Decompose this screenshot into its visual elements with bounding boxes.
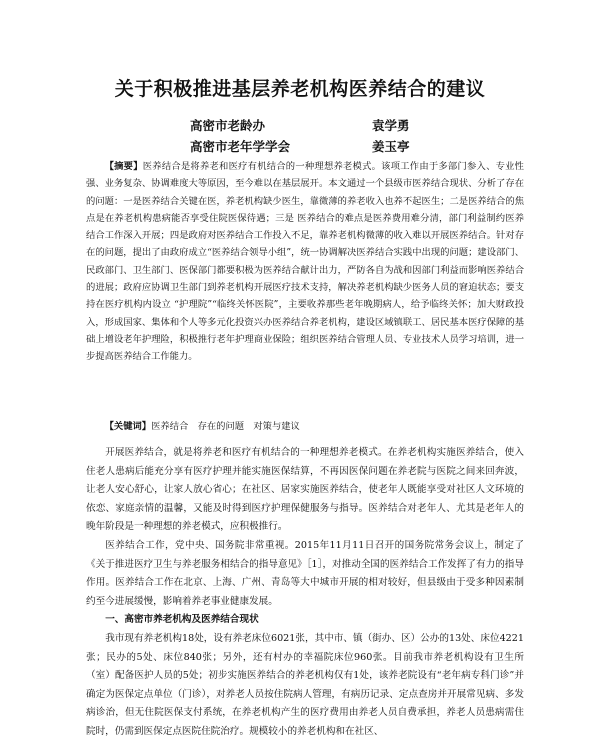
section-heading: 一、高密市养老机构及医养结合现状: [105, 614, 259, 626]
abstract-label: 【摘要】: [104, 161, 143, 172]
body-text: [86, 444, 524, 742]
body-paragraph: 开展医养结合，就是将养老和医疗有机结合的一种理想养老模式。在养老机构实施医养结合，使入住老人患病后能充分享有医疗护理并能实施医保结算，不再因医保问题在养老院与医院之间来回奔波，让老人安心舒心，让家人放心省心；在社区、居家实施医养结合，使老年人既能享受对社区人文环境的依恋、家庭亲情的温馨，又能及时得到医疗护理保健服务与指导。医养结合对老年人、尤其是老年人的晚年阶段是一种理想的养老模式，应积极推行。: [86, 447, 524, 533]
keywords-text: 医养结合 存在的问题 对策与建议: [151, 421, 300, 432]
abstract: [86, 158, 524, 366]
body-paragraph: 医养结合工作，党中央、国务院非常重视。2015年11月11日召开的国务院常务会议上，制定了《关于推进医疗卫生与养老服务相结合的指导意见》［1］，对推动全国的医养结合工作发挥了有力的指导作用。医养结合工作在北京、上海、广州、青岛等大中城市开展的相对较好，但县级由于受多种因素制约至今进展缓慢，影响着养老事业健康发展。: [86, 539, 524, 607]
abstract-text: 医养结合是将养老和医疗有机结合的一种理想养老模式。该项工作由于多部门参入、专业性强、业务复杂、协调难度大等原因，至今难以在基层展开。本文通过一个县级市医养结合现状、分析了存在的问题：一是医养结合关键在医，养老机构缺少医生，靠微薄的养老收入也养不起医生；二是医养结合的焦点是在养老机构患病能否享受住院医保待遇；三是 医养结合的难点是医养费用难分清，部门利益制约医养结合工作深入开展；四是政府对医养结合工作投入不足，靠养老机构微薄的收入难以开展医养结合。针对存在的问题，提出了由政府成立“医养结合领导小组”，统一协调解决医养结合实践中出现的问题；建设部门、民政部门、卫生部门、医保部门都要积极为医养结合献计出力，严防各自为战和因部门利益而影响医养结合的进展；政府应协调卫生部门到养老机构开展医疗技术支持，解决养老机构缺少医务人员的窘迫状态；要支持在医疗机构内设立 “护理院”“临终关怀医院”，主要收养那些老年晚期病人，给予临终关怀；加大财政投入，形成国家、集体和个人等多元化投资兴办医养结合养老机构，建设区域镇联工、居民基本医疗保障的基础上增设老年护理险，积极推行老年护理商业保险；组织医养结合管理人员、专业技术人员学习培训，进一步提高医养结合工作能力。: [86, 161, 524, 363]
author-name: 姜玉亭: [372, 139, 410, 154]
author-affiliation: 高密市老年学学会: [190, 139, 291, 154]
author-affiliation: 高密市老龄办: [190, 118, 266, 133]
keywords-label: 【关键词】: [104, 421, 152, 432]
paper-title: 关于积极推进基层养老机构医养结合的建议: [114, 78, 486, 100]
author-name: 袁学勇: [372, 118, 410, 133]
body-paragraph: 我市现有养老机构18处，设有养老床位6021张，其中市、镇（街办、区）公办的13处、床位4221张；民办的5处、床位840张；另外，还有村办的幸福院床位960张。目前我市养老机构设有卫生所（室）配备医护人员的5处；初步实施医养结合的养老机构仅有1处，该养老院设有“老年病专科门诊”并确定为医保定点单位（门诊），对养老人员按住院病人管理，有病历记录、定点查房并开展常见病、多发病诊治，但无住院医保支付系统，在养老机构产生的医疗费用由养老人员自费承担，养老人员患病需住院时，仍需到医保定点医院住院治疗。规模较小的养老机构和在社区、: [86, 632, 524, 737]
keywords: [86, 418, 524, 435]
